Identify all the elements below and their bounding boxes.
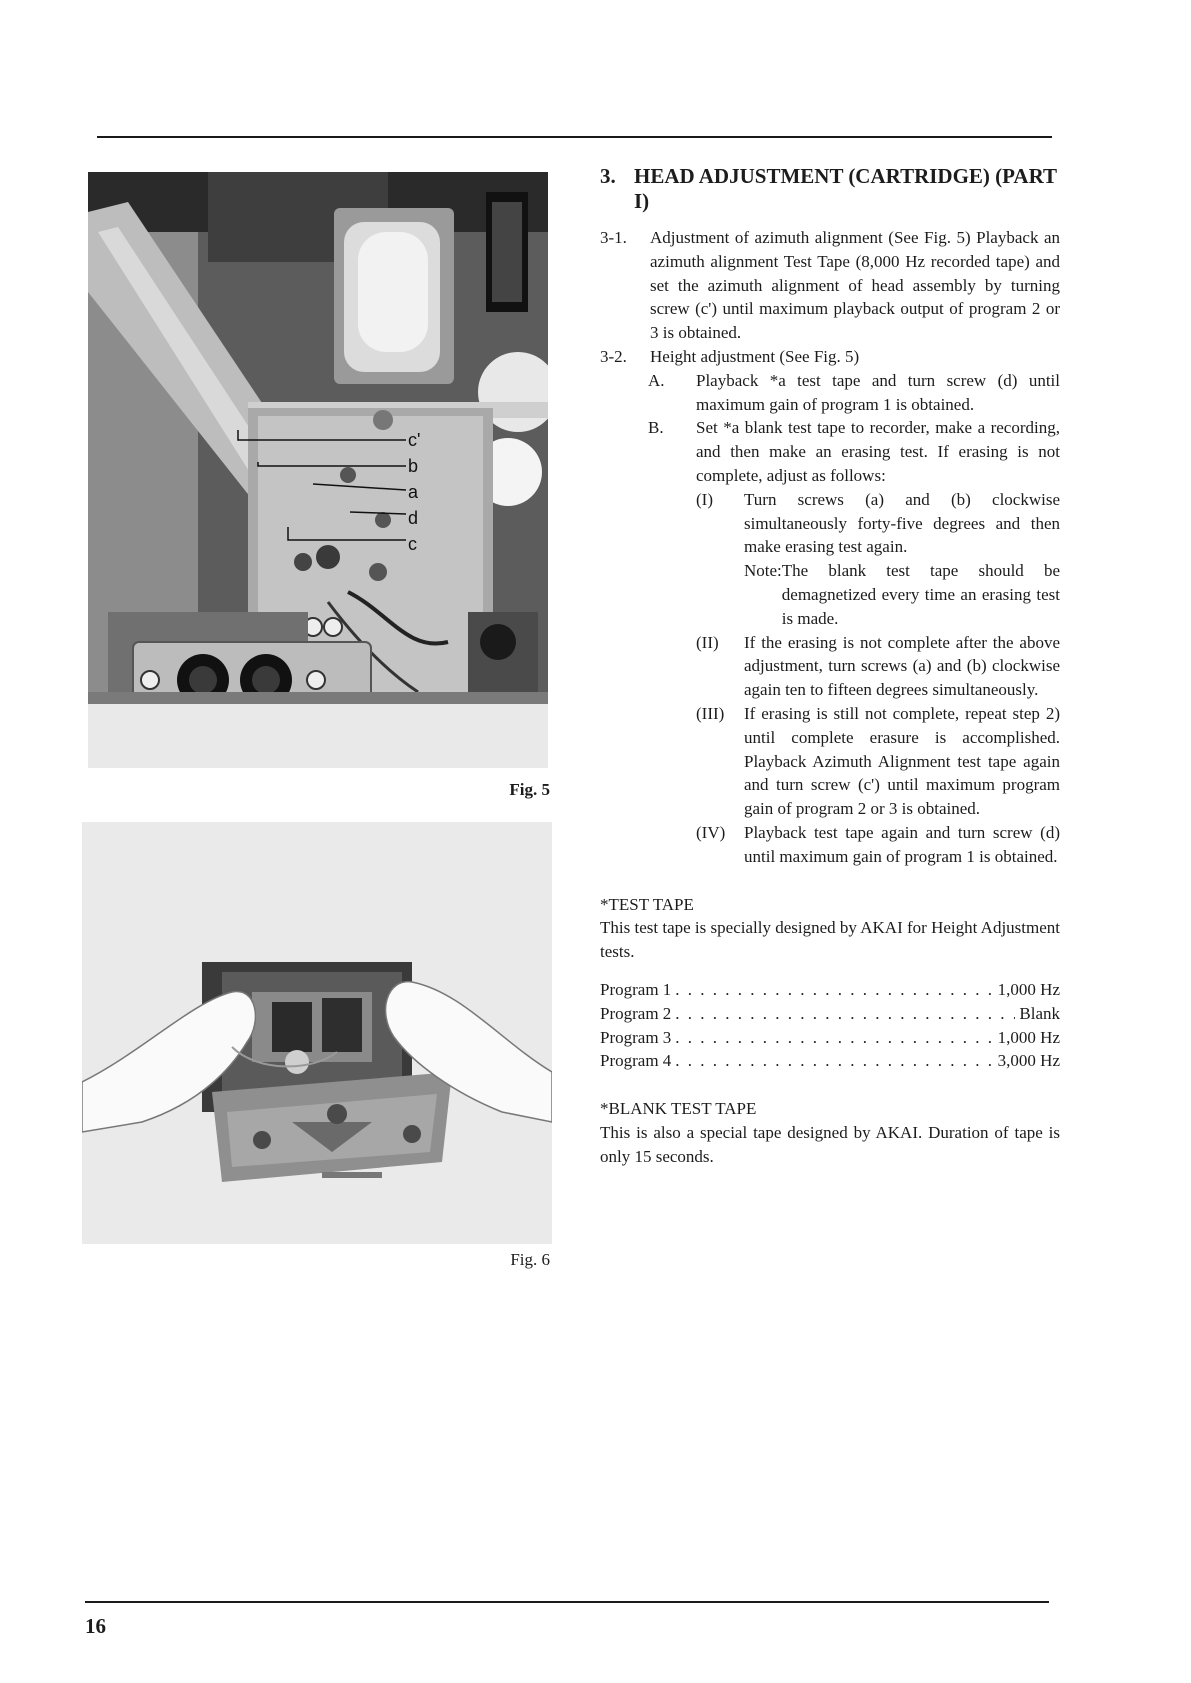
- program-name: Program 4: [600, 1051, 672, 1071]
- item-label: 3-1.: [600, 228, 627, 247]
- test-tape-heading: *TEST TAPE: [600, 894, 694, 914]
- step-iii: [600, 702, 1060, 821]
- section-title: HEAD ADJUSTMENT (CARTRIDGE) (PART I): [634, 164, 1057, 213]
- program-value: 1,000 Hz: [997, 979, 1060, 999]
- item-3-1: [600, 226, 1060, 345]
- leader-dots: [675, 1049, 993, 1073]
- callout-c-prime: c': [408, 430, 421, 450]
- fig5-photo: [88, 172, 548, 768]
- bottom-rule: [85, 1601, 1049, 1603]
- subitem-a: [600, 369, 1060, 417]
- fig5-drawing: [88, 172, 548, 768]
- step-label: (II): [696, 632, 719, 652]
- note-label: Note:: [744, 561, 782, 581]
- program-row: [600, 1049, 1060, 1073]
- program-name: Program 2: [600, 1003, 672, 1023]
- program-table: [600, 978, 1060, 1073]
- step-iv: [600, 821, 1060, 869]
- program-name: Program 3: [600, 1027, 672, 1047]
- leader-dots: [675, 978, 993, 1002]
- callout-b: b: [408, 456, 419, 476]
- leader-dots: [675, 1026, 993, 1050]
- page-number: 16: [85, 1614, 106, 1638]
- callout-c: c: [408, 534, 417, 554]
- callout-d: d: [408, 508, 419, 528]
- item-label: 3-2.: [600, 346, 627, 366]
- program-row: [600, 1026, 1060, 1050]
- callout-a: a: [408, 482, 419, 502]
- fig6-drawing: [82, 822, 552, 1244]
- program-value: 3,000 Hz: [997, 1051, 1060, 1071]
- step-note: [744, 559, 1060, 630]
- step-text: If the erasing is not complete after the above adjustment, turn screws (a) and (b) clockwise again ten to fifteen degrees simultaneously.: [744, 632, 1060, 700]
- step-text: Turn screws (a) and (b) clockwise simultaneously forty-five degrees and then make erasing test again.: [744, 489, 1060, 557]
- item-text: Height adjustment (See Fig. 5): [650, 346, 860, 366]
- subitem-label: B.: [648, 418, 664, 438]
- program-value: 1,000 Hz: [997, 1027, 1060, 1047]
- step-label: (III): [696, 703, 725, 723]
- subitem-label: A.: [648, 370, 665, 390]
- test-tape-text: This test tape is specially designed by AKAI for Height Adjustment tests.: [600, 918, 1060, 962]
- top-rule: [97, 136, 1052, 138]
- step-text: If erasing is still not complete, repeat step 2) until complete erasure is accomplished. Playback Azimuth Alignment test tape again and turn screw (c') until maximum program gain of program 2 or 3 is obtained.: [744, 703, 1060, 819]
- fig5-caption: Fig. 5: [509, 780, 550, 799]
- item-3-2: [600, 345, 1060, 369]
- subitem-b: [600, 416, 1060, 487]
- step-label: (IV): [696, 822, 726, 842]
- step-body: [744, 488, 1060, 631]
- subitem-text: Set *a blank test tape to recorder, make a recording, and then make an erasing test. If erasing is not complete, adjust as follows:: [696, 418, 1060, 485]
- step-label: (I): [696, 489, 713, 509]
- program-value: Blank: [1019, 1003, 1060, 1023]
- blank-tape-text: This is also a special tape designed by AKAI. Duration of tape is only 15 seconds.: [600, 1122, 1060, 1166]
- step-ii: [600, 631, 1060, 702]
- step-text: Playback test tape again and turn screw (d) until maximum gain of program 1 is obtained.: [744, 822, 1060, 866]
- fig6-caption: Fig. 6: [510, 1250, 550, 1269]
- section-heading: [600, 164, 1060, 214]
- program-row: [600, 1002, 1060, 1026]
- program-name: Program 1: [600, 979, 672, 999]
- program-row: [600, 978, 1060, 1002]
- blank-tape-heading: *BLANK TEST TAPE: [600, 1099, 757, 1119]
- step-i: [600, 488, 1060, 631]
- note-text: The blank test tape should be demagnetized every time an erasing test is made.: [781, 561, 1060, 628]
- item-text: Adjustment of azimuth alignment (See Fig. 5) Playback an azimuth alignment Test Tape (8,000 Hz recorded tape) and set the azimuth alignment of head assembly by turning screw (c') until maximum playback output of program 2 or 3 is obtained.: [650, 228, 1060, 343]
- fig6-photo: [82, 822, 552, 1244]
- section-number: 3.: [600, 164, 616, 188]
- subitem-text: Playback *a test tape and turn screw (d) until maximum gain of program 1 is obtained.: [696, 370, 1060, 414]
- text-column: [600, 164, 1060, 1168]
- leader-dots: [675, 1002, 1015, 1026]
